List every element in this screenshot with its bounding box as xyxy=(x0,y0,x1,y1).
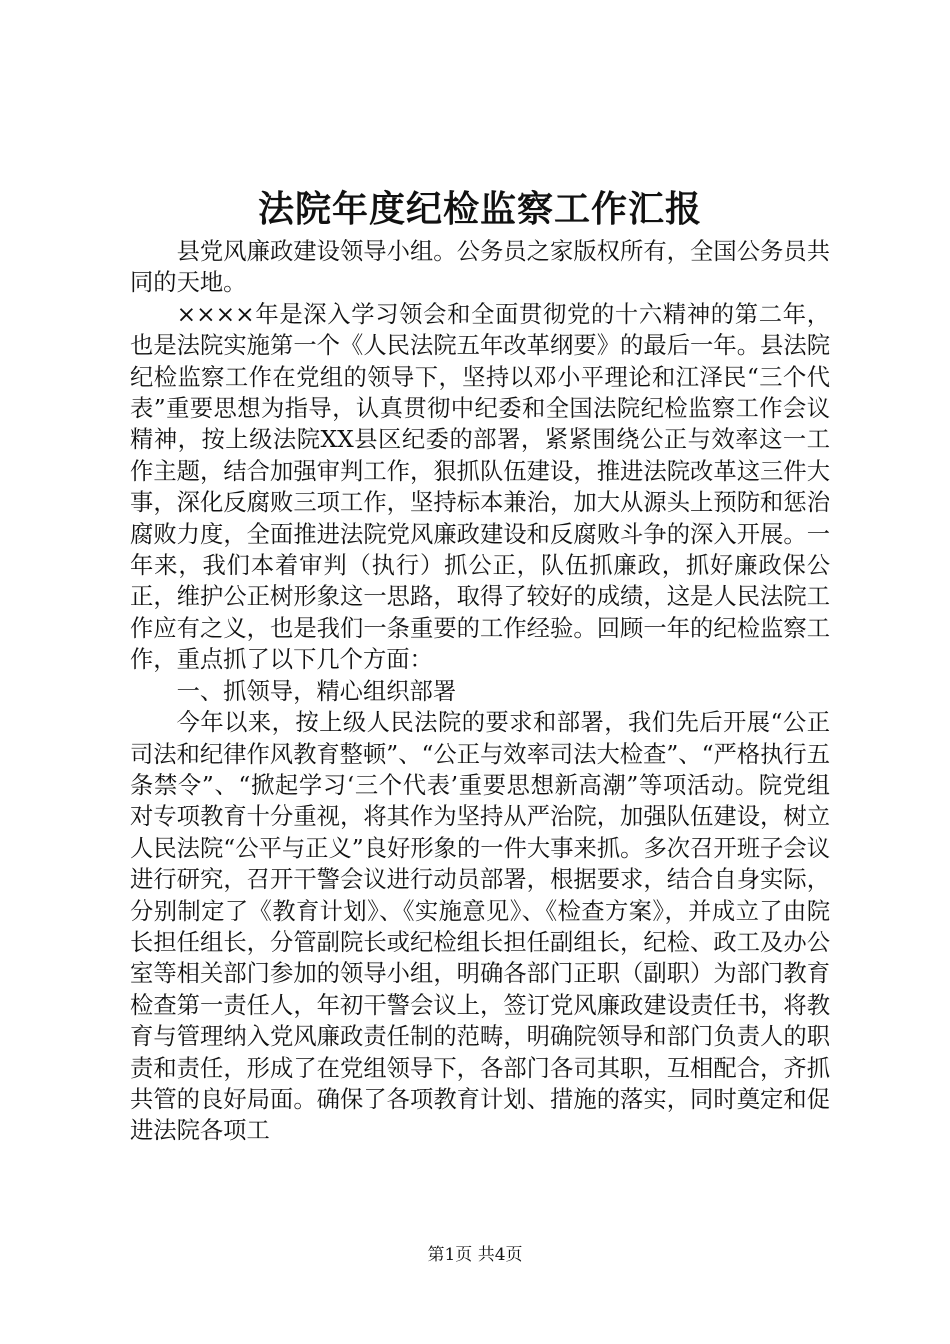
paragraph-section-1: 今年以来，按上级人民法院的要求和部署，我们先后开展“公正司法和纪律作风教育整顿”、“公正与效率司法大检查”、“严格执行五条禁令”、“掀起学习‘三个代表’重要思想新高潮”等项活动。院党组对专项教育十分重视，将其作为坚持从严治院，加强队伍建设，树立人民法院“公平与正义”良好形象的一件大事来抓。多次召开班子会议进行研究，召开干警会议进行动员部署，根据要求，结合自身实际，分别制定了《教育计划》、《实施意见》、《检查方案》，并成立了由院长担任组长，分管副院长或纪检组长担任副组长，纪检、政工及办公室等相关部门参加的领导小组，明确各部门正职（副职）为部门教育检查第一责任人，年初干警会议上，签订党风廉政建设责任书，将教育与管理纳入党风廉政责任制的范畴，明确院领导和部门负责人的职责和责任，形成了在党组领导下，各部门各司其职，互相配合，齐抓共管的良好局面。确保了各项教育计划、措施的落实，同时奠定和促进法院各项工 xyxy=(130,709,830,1145)
document-title: 法院年度纪检监察工作汇报 xyxy=(257,188,702,230)
document-body xyxy=(130,236,830,1147)
page-number-footer: 第1页 共4页 xyxy=(427,1245,523,1265)
paragraph-overview: ××××年是深入学习领会和全面贯彻党的十六精神的第二年，也是法院实施第一个《人民法院五年改革纲要》的最后一年。县法院纪检监察工作在党组的领导下，坚持以邓小平理论和江泽民“三个代表”重要思想为指导，认真贯彻中纪委和全国法院纪检监察工作会议精神，按上级法院XX县区纪委的部署，紧紧围绕公正与效率这一工作主题，结合加强审判工作，狠抓队伍建设，推进法院改革这三件大事，深化反腐败三项工作，坚持标本兼治，加大从源头上预防和惩治腐败力度，全面推进法院党风廉政建设和反腐败斗争的深入开展。一年来，我们本着审判（执行）抓公正，队伍抓廉政，抓好廉政保公正，维护公正树形象这一思路，取得了较好的成绩，这是人民法院工作应有之义，也是我们一条重要的工作经验。回顾一年的纪检监察工作，重点抓了以下几个方面： xyxy=(130,300,830,674)
paragraph-intro: 县党风廉政建设领导小组。公务员之家版权所有，全国公务员共同的天地。 xyxy=(130,238,830,297)
section-heading-1: 一、抓领导，精心组织部署 xyxy=(176,677,457,705)
